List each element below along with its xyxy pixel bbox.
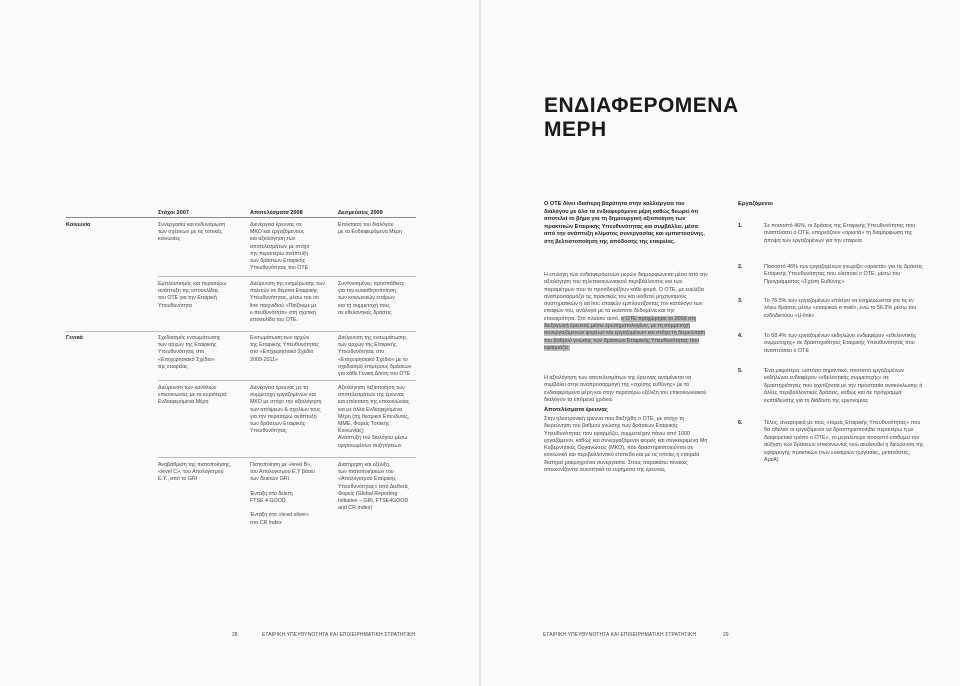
highlighted-text: ο ΟΤΕ προχώρησε το 2008 στη διεξαγωγή έρευνας μέσω ερωτηματολογίων, με τη συμμετοχή συνεργαζόμενων φορέων και εργαζομένων και στόχο τη διερεύνηση του βαθμού γνώσης των δράσεων Εταιρικής Υπευθυνότητας που εφαρμόζει. (544, 315, 706, 351)
category-society: Κοινωνία (66, 222, 91, 228)
page-title: ΕΝΔΙΑΦΕΡΟΜΕΝΑ ΜΕΡΗ (544, 94, 739, 141)
page-number-right: 29 (723, 632, 729, 638)
table-cell-result: Διενέργεια έρευνας σε ΜΚΟ και εργαζόμενους και αξιολόγηση των αποτελεσμάτων με στόχο την περαιτέρω ανάπτυξη των δράσεων Εταιρικής Υπευθυνότητας του ΟΤΕ (250, 222, 310, 272)
page-gutter (479, 0, 481, 686)
col-header-results-2008: Αποτελέσματα 2008 (250, 210, 303, 216)
finding-item: Τέλος, αναφορικά με τους «τομείς Εταιρικής Υπευθυνότητας» που θα ήθελαν οι εργαζόμενοι να δραστηριοποιηθεί περαιτέρω ή με διαφορετικό τρόπο ο ΟΤΕ», το μεγαλύτερο ποσοστό επιθυμεί την αύξηση των δράσεων επικοινωνίας ενώ ακολουθεί η διεύρυνση της εφαρμογής πρακτικών (των ευκαιριών (εργασίες, μετανάστες, ΑμεΑ) (764, 420, 924, 464)
item-number: 4. (738, 333, 743, 339)
table-cell-commitment: Επέκταση του διαλόγου με τα Ενδιαφερόμενα Μέρη (338, 222, 402, 236)
col-header-commitments-2009: Δεσμεύσεις 2009 (338, 210, 383, 216)
row-divider (66, 331, 416, 332)
table-cell-result: Διενέργεια έρευνας με τη συμμετοχή εργαζομένων και ΜΚΟ με στόχο την αξιολόγηση των απόψεων & σχολίων τους για την περαιτέρω ανάπτυξη των δράσεων Εταιρικής Υπευθυνότητας (250, 385, 322, 435)
results-heading: Αποτελέσματα έρευνας (544, 407, 608, 413)
table-cell-commitment: Αξιολόγηση /αξιοποίηση των αποτελεσμάτων της έρευνας και επέκταση της επικοινωνίας και με άλλα Ενδιαφερόμενα Μέρη (πχ θεσμικοί Επενδυτές, ΜΜΕ, Φορείς Τοπικής Κοινωνίας) Ανάπτυξη του διαλόγου μέσω οργανωμένων συζητήσεων (338, 385, 410, 449)
page-number-left: 28 (232, 632, 238, 638)
table-cell-result: Πιστοποίηση με «level B», του Απολογισμού Ε.Υ βάσει των δεικτών GRI. Ένταξη στο δείκτη FTSE 4 GOOD. Ένταξη στο «level silver» στο CR Index (250, 462, 315, 526)
table-cell-commitment: Διεύρυνση της ενσωμάτωσης των αρχών της Εταιρικής Υπευθυνότητας στο «Επιχειρησιακό Σχέδιο» με το σχεδιασμό επιμέρους δράσεων για κάθε Γενική Δ/νση του ΟΤΕ (338, 335, 412, 378)
paragraph-text: Η επιλογή των ενδιαφερόμενων μερών διαμορφώνεται μέσα από την αξιολόγηση του τηλεπικοινωνιακού περιβάλλοντος και των παραμέτρων που το προσδιορίζουν κάθε φορά. Ο ΟΤΕ, με ευελιξία αναπροσαρμόζει τις πρακτικές του και υιοθετεί μηχανισμούς συστηματικών ή ad hoc επαφών εμπλουτίζοντας τον κατάλογο των επαφών του, ανάλογα με τα εκάστοτε δεδομένα και την επικαιρότητα. Στο πλαίσιο αυτό, (544, 272, 708, 322)
item-number: 2. (738, 264, 743, 270)
employees-heading: Εργαζόμενοι (738, 201, 773, 207)
row-divider (158, 457, 416, 458)
finding-item: Το 76.5% των εργαζομένων επιλέγει να ενημερώνεται για τις εν λόγω δράσεις μέσω «εταιρικού e-mail», ενώ το 56.2% μέσω του ενδοδικτύου «U-link» (764, 298, 917, 319)
table-header-rule (66, 217, 416, 218)
paragraph-evaluation: Η αξιολόγηση των αποτελεσμάτων της έρευνας αναμένεται να συμβάλει στην αναπροσαρμογή της «σχέσης ευθύνης» με τα ενδιαφερόμενα μέρη και στην περαιτέρω εξέλιξη του επικοινωνιακού διαλόγου τα επόμενα χρόνια. (544, 375, 707, 403)
item-number: 5. (738, 368, 743, 374)
item-number: 3. (738, 298, 743, 304)
finding-item: Ένα μικρότερο, ωστόσο σημαντικό, ποσοστό εργαζομένων εκδηλώνει ενδιαφέρον «εθελοντικής συμμετοχής» σε δραστηριότητες που σχετίζονται με την προστασία ανακύκλωσης ή άλλες περιβαλλοντικές δράσεις, καθώς και σε πρόγραμμα εκπαίδευσης για τη διάδοση της εργονομίας (764, 368, 923, 404)
row-divider (158, 276, 416, 277)
category-general: Γενικά (66, 335, 83, 341)
paragraph-survey-results: Στην ηλεκτρονική έρευνα που διεξήχθη ο ΟΤΕ, με στόχο τη διερεύνηση του βαθμού γνώσης των δράσεων Εταιρικής Υπευθυνότητας που εφαρμόζει, συμμετείχαν πάνω από 1000 εργαζόμενοι, καθώς και συνεργαζόμενοι φορείς και συγκεκριμένα Μη Κυβερνητικές Οργανώσεις (ΜΚΟ), που δραστηριοποιούνται σε κοινωνικό και περιβαλλοντικό επίπεδο και με τις οποίες η εταιρεία διατηρεί μακροχρόνια συνεργασία. Στους παρακάτω πίνακες απεικονίζονται συνοπτικά τα ευρήματα της έρευνας. (544, 416, 708, 474)
intro-paragraph: Ο ΟΤΕ δίνει ιδιαίτερη βαρύτητα στην καλλιέργεια του διαλόγου με όλα τα ενδιαφερόμενα μέρη καθώς θεωρεί ότι αποτελεί το βήμα για τη δημιουργική αξιοποίηση των πρακτικών Εταιρικής Υπευθυνότητας και συμβάλλει, μέσα από την ανάπτυξη κλίματος συνεργασίας και εμπιστοσύνης, στη βελτιστοποίηση της απόδοσης της εταιρείας. (544, 201, 705, 245)
col-header-goals-2007: Στόχοι 2007 (158, 210, 189, 216)
finding-item: Το 68.4% των εργαζομένων εκδηλώνει ενδιαφέρον «εθελοντικής συμμετοχής» σε δραστηριότητες Εταιρικής Υπευθυνότητας που αναπτύσσει ο ΟΤΕ (764, 333, 917, 354)
paragraph-stakeholder-selection (544, 272, 708, 352)
table-cell-result: Διεύρυνση της ενημέρωσης των πολιτών σε θέματα Εταιρικής Υπευθυνότητας, μέσω του on line παιχνιδιού «Παίζουμε με ε-πευθυνότητα» στη σχετική ιστοσελίδα του ΟΤΕ. (250, 281, 325, 324)
item-number: 6. (738, 420, 743, 426)
table-cell-goal: Σχεδιασμός ενσωμάτωσης των αρχών της Εταιρικής Υπευθυνότητας στο «Επιχειρησιακό Σχέδιο» της εταιρείας (158, 335, 221, 370)
table-cell-commitment: Συντονισμένες προσπάθειες για την ευαισθητοποίηση των κοινωνικών εταίρων και τη συμμετοχή τους σε εθελοντικές δράσεις (338, 281, 405, 316)
table-cell-goal: Αναβάθμιση της πιστοποίησης, «level C», του Απολογισμού Ε.Υ., από το GRI (158, 462, 232, 483)
table-cell-goal: Εμπλουτισμός και περαιτέρω ανάπτυξη της ιστοσελίδας του ΟΤΕ για την Εταιρική Υπευθυνότητα (158, 281, 227, 309)
footer-left: ΕΤΑΙΡΙΚΗ ΥΠΕΥΘΥΝΟΤΗΤΑ ΚΑΙ ΕΠΙΧΕΙΡΗΜΑΤΙΚΗ ΣΤΡΑΤΗΓΙΚΗ (262, 632, 416, 638)
table-cell-result: Ενσωμάτωση των αρχών της Εταιρικής Υπευθυνότητας στο «Επιχειρησιακό Σχέδιο 2009-2011» (250, 335, 320, 363)
item-number: 1. (738, 223, 743, 229)
table-cell-goal: Διεύρυνση των καναλιών επικοινωνίας με τα κυριότερα Ενδιαφερόμενα Μέρη (158, 385, 227, 406)
finding-item: Ποσοστό 46% των εργαζομένων γνωρίζει «αρκετά» για τις δράσεις Εταιρικής Υπευθυνότητας που υλοποιεί ο ΟΤΕ, μέσω του Προγράμματος «Σχέση Ευθύνης» (764, 264, 923, 285)
footer-right: ΕΤΑΙΡΙΚΗ ΥΠΕΥΘΥΝΟΤΗΤΑ ΚΑΙ ΕΠΙΧΕΙΡΗΜΑΤΙΚΗ ΣΤΡΑΤΗΓΙΚΗ (543, 632, 697, 638)
finding-item: Σε ποσοστό 46%, οι δράσεις της Εταιρικής Υπευθυνότητας που αναπτύσσει ο ΟΤΕ, επηρεάζουν «αρκετά» τη διαμόρφωση της άποψη των εργαζομένων για την εταιρεία (764, 223, 916, 244)
table-cell-commitment: Διατήρηση και εξέλιξη των πιστοποιήσεων του «Απολογισμού Εταιρικής Υπευθυνότητας» από Διεθνείς Φορείς (Global Reporting Initiative – GRI, FTSE4GOOD and CR Index) (338, 462, 409, 512)
table-cell-goal: Συνεργασία και ενδυνάμωση των σχέσεων με τις τοπικές κοινωνίες (158, 222, 226, 243)
row-divider (158, 380, 416, 381)
